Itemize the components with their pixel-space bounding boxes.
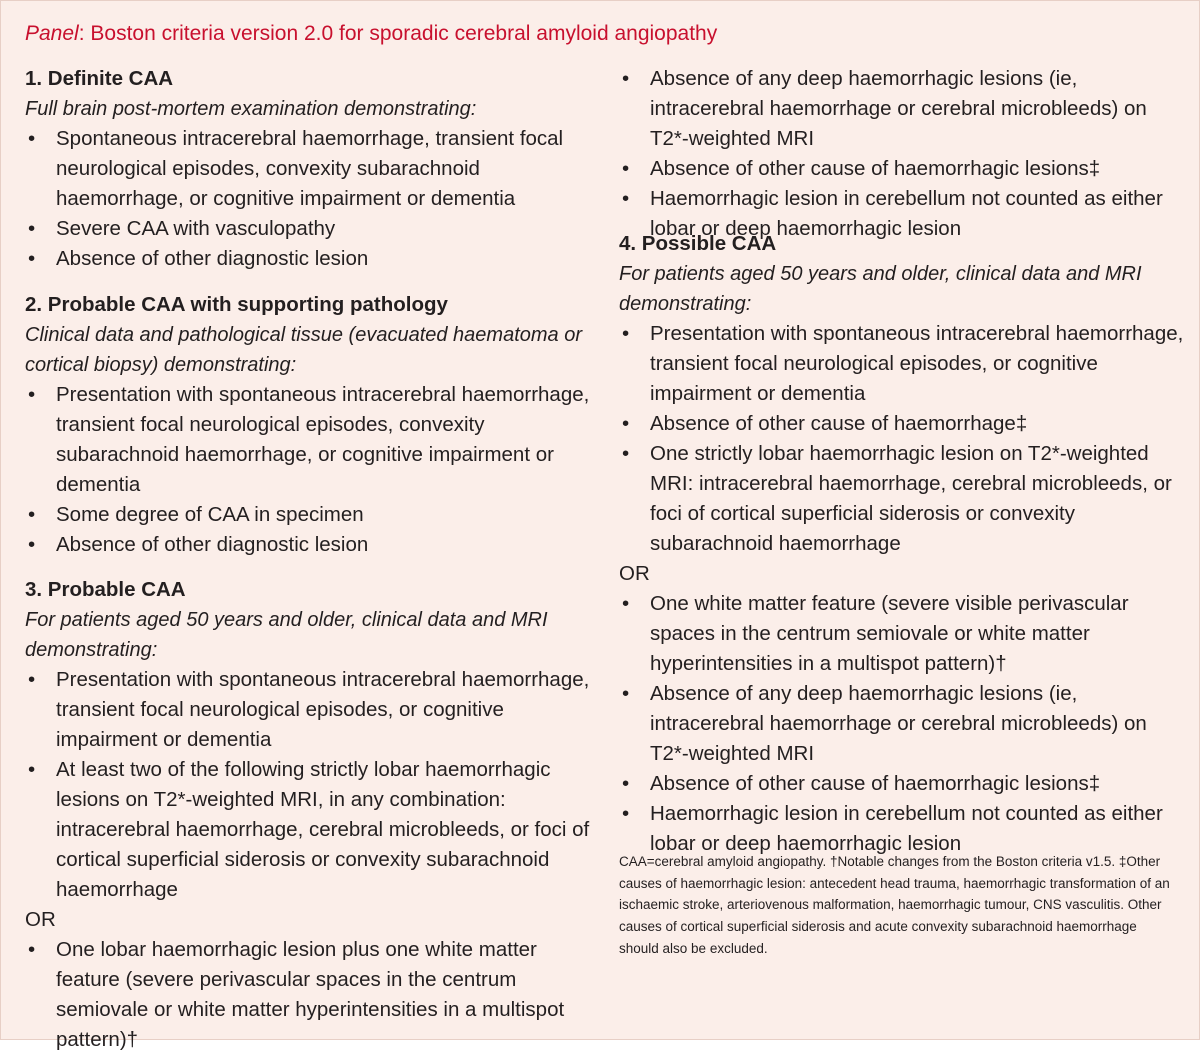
section-probable-caa-continued xyxy=(619,64,1189,244)
panel-title-text: Boston criteria version 2.0 for sporadic cerebral amyloid angiopathy xyxy=(84,22,718,45)
panel-title xyxy=(25,21,717,47)
list-item xyxy=(25,500,595,530)
bullet-list xyxy=(619,319,1189,559)
panel-label: Panel xyxy=(25,22,79,45)
section-intro: Clinical data and pathological tissue (evacuated haematoma or cortical biopsy) demonstrating: xyxy=(25,324,583,376)
bullet-glyph: • xyxy=(622,592,630,615)
bullet-glyph: • xyxy=(622,802,630,825)
list-item xyxy=(25,244,595,274)
bullet-glyph: • xyxy=(28,668,36,691)
bullet-glyph: • xyxy=(28,217,36,240)
bullet-glyph: • xyxy=(622,772,630,795)
list-item-text: Absence of any deep haemorrhagic lesions (ie, intracerebral haemorrhage or cerebral microbleeds) on T2*-weighted MRI xyxy=(650,682,1147,765)
bullet-glyph: • xyxy=(622,442,630,465)
bullet-glyph: • xyxy=(622,187,630,210)
bullet-glyph: • xyxy=(28,533,36,556)
list-item xyxy=(25,124,595,214)
section-heading: 4. Possible CAA xyxy=(619,232,777,255)
section-intro: Full brain post-mortem examination demonstrating: xyxy=(25,98,477,120)
bullet-glyph: • xyxy=(28,127,36,150)
section-heading: 2. Probable CAA with supporting pathology xyxy=(25,293,448,316)
bullet-list xyxy=(25,935,595,1055)
list-item xyxy=(619,769,1189,799)
list-item xyxy=(25,380,595,500)
list-item-text: Presentation with spontaneous intracerebral haemorrhage, transient focal neurological episodes, or cognitive impairment or dementia xyxy=(56,668,590,751)
list-item-text: One strictly lobar haemorrhagic lesion on T2*-weighted MRI: intracerebral haemorrhage, cerebral microbleeds, or foci of cortical superficial siderosis or convexity subarachnoid haemorrhage xyxy=(650,442,1172,555)
bullet-glyph: • xyxy=(28,247,36,270)
list-item xyxy=(25,214,595,244)
section-intro: For patients aged 50 years and older, clinical data and MRI demonstrating: xyxy=(619,263,1142,315)
bullet-glyph: • xyxy=(28,938,36,961)
bullet-glyph: • xyxy=(622,67,630,90)
list-item-text: Haemorrhagic lesion in cerebellum not counted as either lobar or deep haemorrhagic lesion xyxy=(650,187,1163,240)
bullet-glyph: • xyxy=(28,503,36,526)
section-intro: For patients aged 50 years and older, clinical data and MRI demonstrating: xyxy=(25,609,548,661)
bullet-glyph: • xyxy=(622,412,630,435)
section-possible-caa xyxy=(619,229,1189,859)
or-separator: OR xyxy=(619,562,650,585)
bullet-glyph: • xyxy=(622,322,630,345)
footnote: CAA=cerebral amyloid angiopathy. †Notable changes from the Boston criteria v1.5. ‡Other causes of haemorrhagic lesion: antecedent head trauma, haemorrhagic transformation of an ischaemic stroke, arteriovenous malformation, haemorrhagic tumour, CNS vasculitis. Other causes of cortical superficial siderosis and acute convexity subarachnoid haemorrhage should also be excluded. xyxy=(619,854,1170,956)
list-item-text: Presentation with spontaneous intracerebral haemorrhage, transient focal neurological episodes, or cognitive impairment or dementia xyxy=(650,322,1184,405)
list-item-text: Haemorrhagic lesion in cerebellum not counted as either lobar or deep haemorrhagic lesion xyxy=(650,802,1163,855)
list-item-text: Spontaneous intracerebral haemorrhage, transient focal neurological episodes, convexity subarachnoid haemorrhage, or cognitive impairment or dementia xyxy=(56,127,564,210)
bullet-glyph: • xyxy=(28,758,36,781)
panel-title-separator: : xyxy=(78,22,85,45)
list-item xyxy=(25,935,595,1055)
list-item-text: Absence of any deep haemorrhagic lesions (ie, intracerebral haemorrhage or cerebral microbleeds) on T2*-weighted MRI xyxy=(650,67,1147,150)
list-item xyxy=(619,154,1189,184)
list-item-text: Absence of other cause of haemorrhagic lesions‡ xyxy=(650,157,1101,180)
list-item xyxy=(619,799,1189,859)
section-probable-caa xyxy=(25,575,595,1055)
or-separator: OR xyxy=(25,908,56,931)
list-item xyxy=(619,64,1189,154)
list-item-text: Absence of other diagnostic lesion xyxy=(56,247,369,270)
list-item xyxy=(25,755,595,905)
bullet-list xyxy=(25,380,595,560)
list-item xyxy=(619,589,1189,679)
list-item xyxy=(619,679,1189,769)
list-item-text: At least two of the following strictly lobar haemorrhagic lesions on T2*-weighted MRI, in any combination: intracerebral haemorrhage, cerebral microbleeds, or foci of cortical superficial siderosis or convexity subarachnoid haemorrhage xyxy=(56,758,590,901)
list-item-text: Absence of other cause of haemorrhage‡ xyxy=(650,412,1028,435)
list-item xyxy=(619,439,1189,559)
list-item-text: Absence of other diagnostic lesion xyxy=(56,533,369,556)
list-item-text: Absence of other cause of haemorrhagic lesions‡ xyxy=(650,772,1101,795)
bullet-glyph: • xyxy=(622,157,630,180)
bullet-list xyxy=(619,589,1189,859)
list-item-text: Some degree of CAA in specimen xyxy=(56,503,364,526)
list-item xyxy=(25,530,595,560)
bullet-list xyxy=(25,124,595,274)
bullet-glyph: • xyxy=(622,682,630,705)
section-probable-caa-pathology xyxy=(25,290,595,560)
bullet-glyph: • xyxy=(28,383,36,406)
section-heading: 3. Probable CAA xyxy=(25,578,186,601)
list-item xyxy=(619,319,1189,409)
list-item xyxy=(25,665,595,755)
list-item-text: Presentation with spontaneous intracerebral haemorrhage, transient focal neurological episodes, convexity subarachnoid haemorrhage, or cognitive impairment or dementia xyxy=(56,383,590,496)
list-item-text: One lobar haemorrhagic lesion plus one white matter feature (severe perivascular spaces in the centrum semiovale or white matter hyperintensities in a multispot pattern)† xyxy=(56,938,565,1051)
bullet-list xyxy=(25,665,595,905)
list-item xyxy=(619,409,1189,439)
bullet-list xyxy=(619,64,1189,244)
list-item-text: Severe CAA with vasculopathy xyxy=(56,217,336,240)
section-definite-caa xyxy=(25,64,595,274)
list-item-text: One white matter feature (severe visible perivascular spaces in the centrum semiovale or white matter hyperintensities in a multispot pattern)† xyxy=(650,592,1129,675)
section-heading: 1. Definite CAA xyxy=(25,67,174,90)
